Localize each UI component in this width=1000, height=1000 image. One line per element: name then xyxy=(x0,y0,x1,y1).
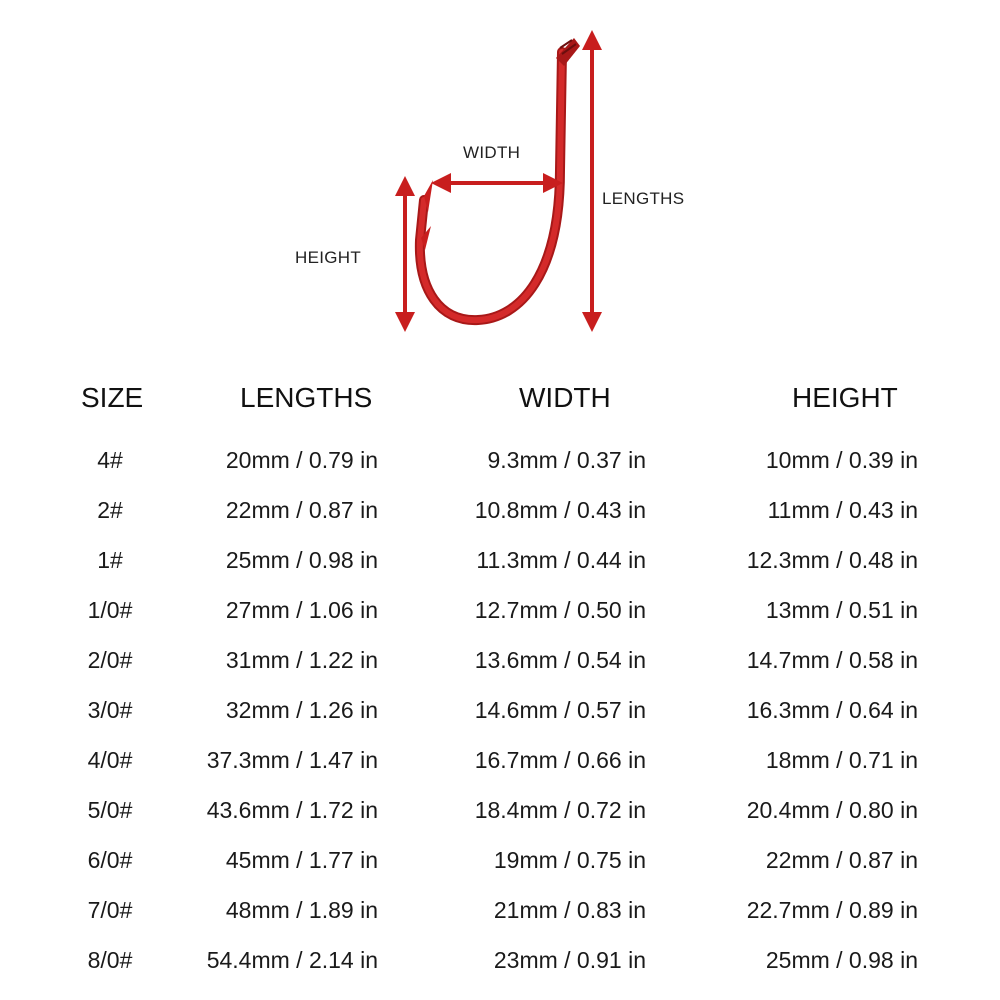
table-row xyxy=(0,545,1000,595)
width-label: WIDTH xyxy=(463,143,521,162)
lengths-cell: 25mm / 0.98 in xyxy=(225,547,378,573)
lengths-cell: 22mm / 0.87 in xyxy=(225,497,378,523)
width-cell: 10.8mm / 0.43 in xyxy=(474,497,646,523)
width-cell: 14.6mm / 0.57 in xyxy=(474,697,646,723)
height-cell: 12.3mm / 0.48 in xyxy=(746,547,918,573)
size-cell: 8/0# xyxy=(87,947,133,973)
width-cell: 18.4mm / 0.72 in xyxy=(474,797,646,823)
lengths-label: LENGTHS xyxy=(602,189,685,208)
width-cell: 13.6mm / 0.54 in xyxy=(474,647,646,673)
size-cell: 5/0# xyxy=(87,797,133,823)
height-cell: 11mm / 0.43 in xyxy=(767,497,918,523)
table-row xyxy=(0,645,1000,695)
height-label: HEIGHT xyxy=(295,248,362,267)
height-cell: 20.4mm / 0.80 in xyxy=(746,797,918,823)
height-cell: 22mm / 0.87 in xyxy=(765,847,918,873)
lengths-cell: 45mm / 1.77 in xyxy=(225,847,378,873)
width-cell: 16.7mm / 0.66 in xyxy=(474,747,646,773)
height-cell: 25mm / 0.98 in xyxy=(765,947,918,973)
table-row xyxy=(0,795,1000,845)
hook-illustration xyxy=(0,0,1000,360)
size-cell: 1/0# xyxy=(87,597,133,623)
width-cell: 23mm / 0.91 in xyxy=(493,947,646,973)
lengths-cell: 32mm / 1.26 in xyxy=(225,697,378,723)
lengths-cell: 31mm / 1.22 in xyxy=(225,647,378,673)
size-cell: 2# xyxy=(97,497,123,523)
hook-shank xyxy=(420,52,562,320)
size-cell: 4/0# xyxy=(87,747,133,773)
fishing-hook-icon xyxy=(420,38,580,320)
height-cell: 16.3mm / 0.64 in xyxy=(746,697,918,723)
width-cell: 11.3mm / 0.44 in xyxy=(476,547,646,573)
lengths-cell: 27mm / 1.06 in xyxy=(225,597,378,623)
table-row xyxy=(0,495,1000,545)
size-cell: 3/0# xyxy=(87,697,133,723)
size-cell: 7/0# xyxy=(87,897,133,923)
lengths-cell: 54.4mm / 2.14 in xyxy=(206,947,378,973)
size-cell: 6/0# xyxy=(87,847,133,873)
size-cell: 4# xyxy=(97,447,123,473)
header-size: SIZE xyxy=(81,382,144,413)
lengths-cell: 37.3mm / 1.47 in xyxy=(206,747,378,773)
height-cell: 22.7mm / 0.89 in xyxy=(746,897,918,923)
size-cell: 1# xyxy=(97,547,123,573)
table-row xyxy=(0,745,1000,795)
header-height: HEIGHT xyxy=(792,382,898,413)
height-cell: 18mm / 0.71 in xyxy=(765,747,918,773)
header-lengths: LENGTHS xyxy=(240,382,373,413)
height-cell: 10mm / 0.39 in xyxy=(765,447,918,473)
lengths-cell: 20mm / 0.79 in xyxy=(225,447,378,473)
width-cell: 12.7mm / 0.50 in xyxy=(474,597,646,623)
lengths-cell: 43.6mm / 1.72 in xyxy=(206,797,378,823)
header-width: WIDTH xyxy=(519,382,611,413)
table-row xyxy=(0,895,1000,945)
table-row xyxy=(0,445,1000,495)
table-row xyxy=(0,845,1000,895)
table-row xyxy=(0,945,1000,995)
width-cell: 9.3mm / 0.37 in xyxy=(487,447,646,473)
table-row xyxy=(0,695,1000,745)
lengths-cell: 48mm / 1.89 in xyxy=(225,897,378,923)
size-cell: 2/0# xyxy=(87,647,133,673)
table-row xyxy=(0,595,1000,645)
height-cell: 13mm / 0.51 in xyxy=(765,597,918,623)
width-cell: 21mm / 0.83 in xyxy=(493,897,646,923)
height-cell: 14.7mm / 0.58 in xyxy=(746,647,918,673)
width-cell: 19mm / 0.75 in xyxy=(493,847,646,873)
hook-dimension-diagram xyxy=(0,0,1000,360)
